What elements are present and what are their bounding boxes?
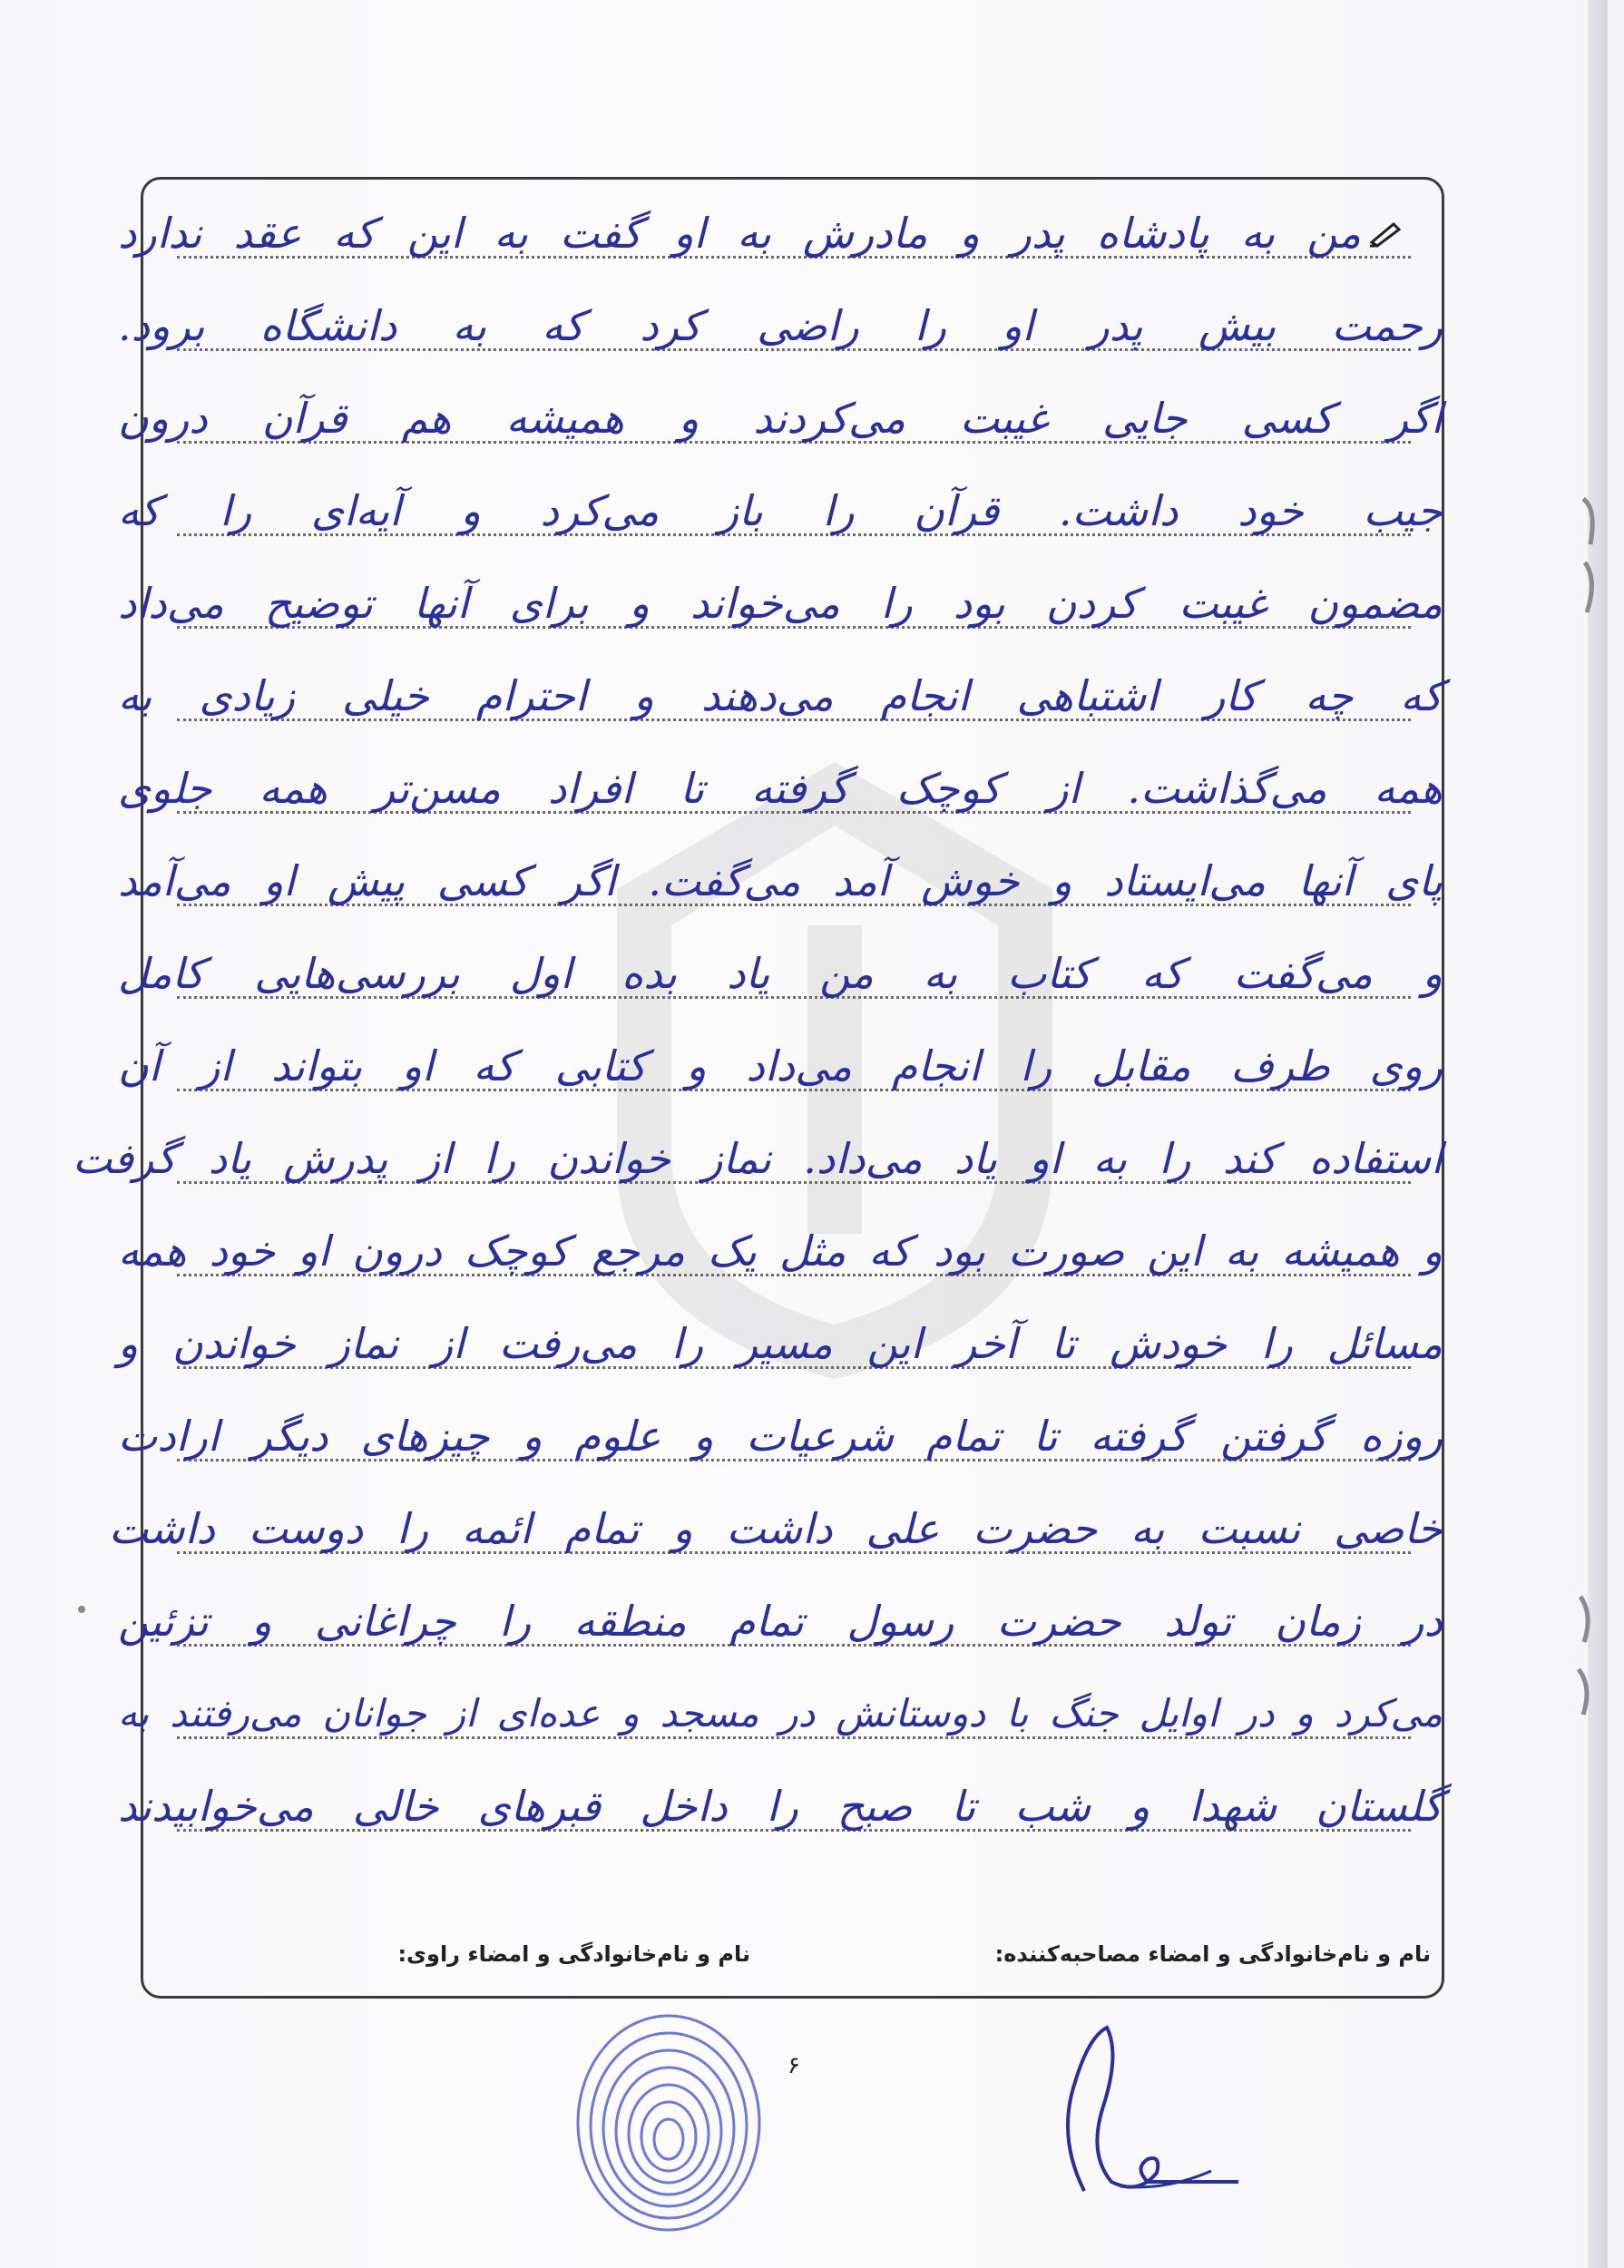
handwritten-line: که چه کار اشتباهی انجام می‌دهند و احترام خیلی زیادی به xyxy=(118,671,1443,720)
handwritten-line: در زمان تولد حضرت رسول تمام منطقه را چراغانی و تزئین xyxy=(118,1597,1443,1646)
handwritten-line: همه می‌گذاشت. از کوچک گرفته تا افراد مسن‌تر همه جلوی xyxy=(118,764,1443,813)
handwritten-line: و همیشه به این صورت بود که مثل یک مرجع کوچک درون او خود همه xyxy=(118,1227,1443,1276)
handwritten-line: پای آنها می‌ایستاد و خوش آمد می‌گفت. اگر کسی پیش او می‌آمد xyxy=(118,856,1443,905)
handwritten-line: روزه گرفتن گرفته تا تمام شرعیات و علوم و چیزهای دیگر ارادت xyxy=(118,1412,1443,1461)
handwritten-line: من به پادشاه پدر و مادرش به او گفت به این که عقد ندارد xyxy=(118,209,1361,258)
handwritten-line: مضمون غیبت کردن بود را می‌خواند و برای آنها توضیح می‌داد xyxy=(118,579,1443,628)
interviewer-signature-label: نام و نام‌خانوادگی و امضاء مصاحبه‌کننده: xyxy=(994,1941,1431,1967)
handwritten-line: مسائل را خودش تا آخر این مسیر را می‌رفت از نماز خواندن و xyxy=(118,1319,1443,1368)
speck xyxy=(78,1606,85,1613)
narrator-signature-label: نام و نام‌خانوادگی و امضاء راوی: xyxy=(397,1941,750,1967)
handwritten-line: اگر کسی جایی غیبت می‌کردند و همیشه هم قرآن درون xyxy=(118,394,1443,443)
handwritten-line: استفاده کند را به او یاد می‌داد. نماز خواندن را از پدرش یاد گرفت xyxy=(73,1134,1443,1183)
handwritten-line: رحمت بیش پدر او را راضی کرد که به دانشگاه برود. xyxy=(118,301,1443,350)
page-edge xyxy=(1588,0,1608,2268)
pen-icon xyxy=(1368,220,1403,248)
handwritten-line: جیب خود داشت. قرآن را باز می‌کرد و آیه‌ای را که xyxy=(118,486,1443,535)
fingerprint-stamp xyxy=(572,2009,767,2236)
staple xyxy=(1570,1592,1597,1719)
signature-mark xyxy=(1021,2000,1247,2218)
handwritten-line: روی طرف مقابل را انجام می‌داد و کتابی که او بتواند از آن xyxy=(118,1041,1443,1090)
handwritten-line: می‌کرد و در اوایل جنگ با دوستانش در مسجد و عده‌ای از جوانان می‌رفتند به xyxy=(118,1691,1443,1735)
page-number: ۶ xyxy=(788,2052,800,2079)
staple xyxy=(1574,490,1601,617)
handwritten-line: خاصی نسبت به حضرت علی داشت و تمام ائمه را دوست داشت xyxy=(109,1504,1443,1553)
handwritten-line: گلستان شهدا و شب تا صبح را داخل قبرهای خالی می‌خوابیدند xyxy=(118,1782,1443,1831)
handwritten-line: و می‌گفت که کتاب به من یاد بده اول بررسی‌هایی کامل xyxy=(118,949,1443,998)
